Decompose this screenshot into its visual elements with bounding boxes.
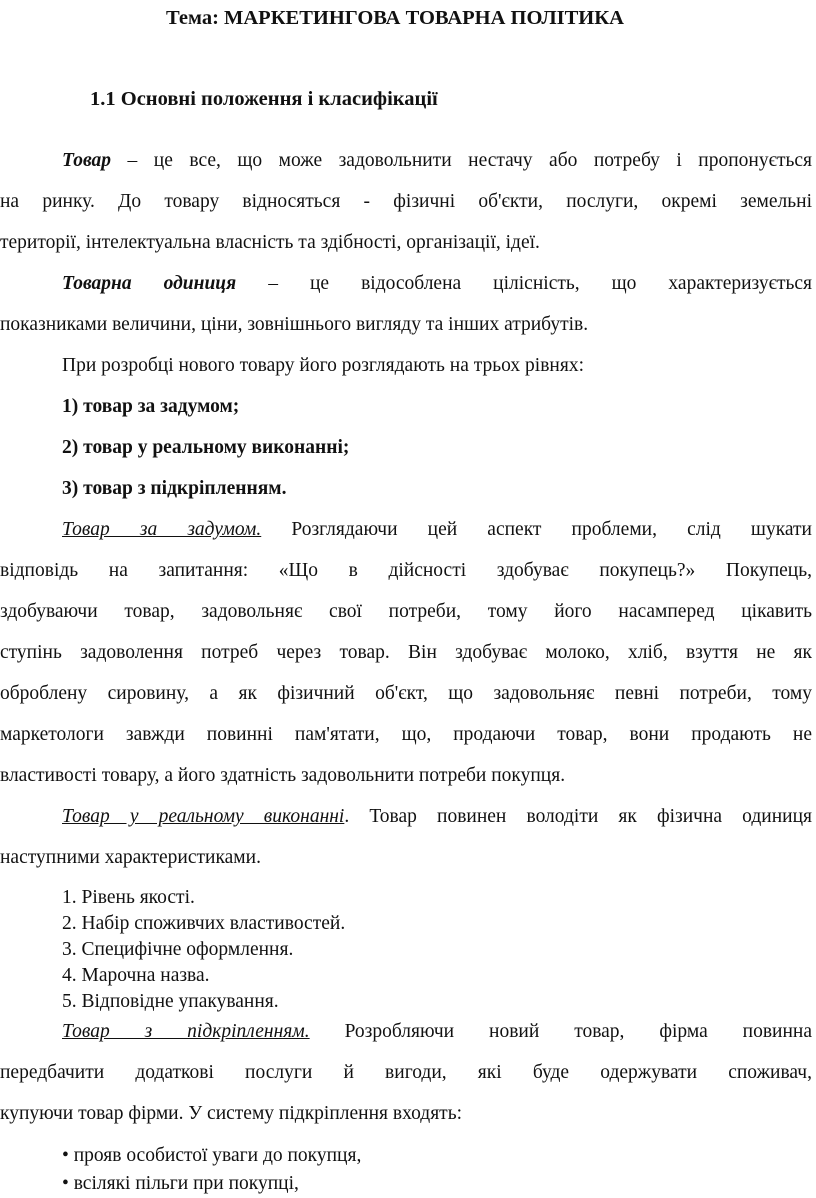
p1-line-1: Товар – це все, що може задовольнити нестачу або потребу і пропонується xyxy=(62,150,812,171)
p4-line-1: Товар за задумом. Розглядаючи цей аспект проблеми, слід шукати xyxy=(62,519,812,540)
p3-line-1: При розробці нового товару його розглядають на трьох рівнях: xyxy=(62,355,584,376)
p6-line-3: купуючи товар фірми. У систему підкріплення входять: xyxy=(0,1103,463,1124)
characteristic-2: 2. Набір споживчих властивостей. xyxy=(62,913,346,934)
level-2: 2) товар у реальному виконанні; xyxy=(62,437,350,458)
bullet-item-1: • прояв особистої уваги до покупця, xyxy=(62,1145,362,1166)
p2-line-2: показниками величини, ціни, зовнішнього вигляду та інших атрибутів. xyxy=(0,314,589,335)
p4-line-4: ступінь задоволення потреб через товар. Він здобуває молоко, хліб, взуття не як xyxy=(0,642,812,663)
p6-line-1: Товар з підкріпленням. Розробляючи новий товар, фірма повинна xyxy=(62,1021,813,1042)
p5-line-2: наступними характеристиками. xyxy=(0,847,261,868)
characteristic-3: 3. Специфічне оформлення. xyxy=(62,939,294,960)
p1-line-2: на ринку. До товару відносяться - фізичні об'єкти, послуги, окремі земельні xyxy=(0,191,812,212)
p4-line-6: маркетологи завжди повинні пам'ятати, що, продаючи товар, вони продають не xyxy=(0,724,812,745)
level-3: 3) товар з підкріпленням. xyxy=(62,478,287,499)
p4-line-7: властивості товару, а його здатність задовольнити потреби покупця. xyxy=(0,765,566,786)
characteristic-1: 1. Рівень якості. xyxy=(62,887,195,908)
p6-line-2: передбачити додаткові послуги й вигоди, які буде одержувати споживач, xyxy=(0,1062,812,1083)
term-tovar: Товар xyxy=(62,150,112,171)
term-tovarna-odynytsia: Товарна одиниця xyxy=(62,273,237,294)
p5-line-1: Товар у реальному виконанні. Товар повинен володіти як фізична одиниця xyxy=(62,806,812,827)
p4-line-2: відповідь на запитання: «Що в дійсності здобуває покупець?» Покупець, xyxy=(0,560,812,581)
characteristic-4: 4. Марочна назва. xyxy=(62,965,210,986)
term-za-zadumom: Товар за задумом. xyxy=(62,519,262,540)
term-pidkriplennia: Товар з підкріпленням. xyxy=(62,1021,310,1042)
page-title: Тема: МАРКЕТИНГОВА ТОВАРНА ПОЛІТИКА xyxy=(166,7,624,29)
characteristic-5: 5. Відповідне упакування. xyxy=(62,991,279,1012)
p1-line-3: території, інтелектуальна власність та здібності, організації, ідеї. xyxy=(0,232,540,253)
p2-line-1: Товарна одиниця – це відособлена цілісність, що характеризується xyxy=(62,273,813,294)
section-heading: 1.1 Основні положення і класифікації xyxy=(90,88,438,110)
level-1: 1) товар за задумом; xyxy=(62,396,240,417)
p4-line-3: здобуваючи товар, задовольняє свої потреби, тому його насамперед цікавить xyxy=(0,601,812,622)
p4-line-5: оброблену сировину, а як фізичний об'єкт, що задовольняє певні потреби, тому xyxy=(0,683,812,704)
term-realne-vykonannia: Товар у реальному виконанні xyxy=(62,806,345,827)
bullet-item-2: • всілякі пільги при покупці, xyxy=(62,1173,299,1194)
